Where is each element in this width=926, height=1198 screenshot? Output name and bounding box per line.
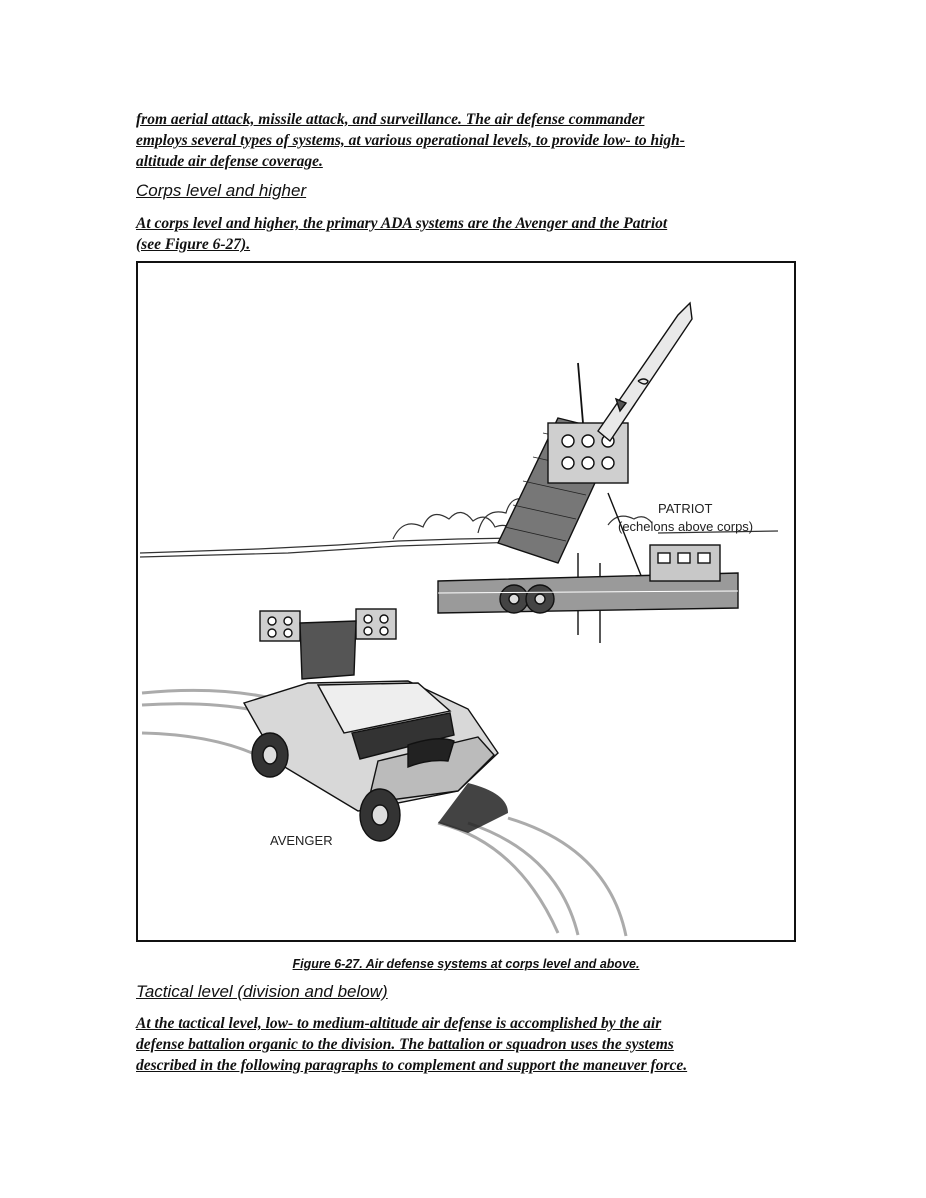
tactical-line: defense battalion organic to the division. The battalion or squadron uses the systems xyxy=(136,1036,674,1053)
corps-line: (see Figure 6-27). xyxy=(136,236,251,253)
section-heading-corps: Corps level and higher xyxy=(136,181,307,200)
figure-6-27 xyxy=(136,261,796,942)
figure-illustration xyxy=(138,263,794,940)
section-heading-tactical: Tactical level (division and below) xyxy=(136,982,388,1001)
intro-line: altitude air defense coverage. xyxy=(136,153,323,170)
figure-caption: Figure 6-27. Air defense systems at corps level and above. xyxy=(292,957,640,971)
intro-line: from aerial attack, missile attack, and surveillance. The air defense commander xyxy=(136,111,645,128)
avenger-vehicle xyxy=(244,609,508,841)
patriot-sublabel: (echelons above corps) xyxy=(618,519,754,534)
corps-line: At corps level and higher, the primary ADA systems are the Avenger and the Patriot xyxy=(136,215,668,232)
patriot-label: PATRIOT xyxy=(658,501,713,516)
intro-paragraph xyxy=(136,109,796,172)
tactical-line: described in the following paragraphs to complement and support the maneuver force. xyxy=(136,1057,688,1074)
avenger-label: AVENGER xyxy=(270,833,333,848)
tactical-paragraph xyxy=(136,1013,796,1076)
corps-paragraph xyxy=(136,213,796,255)
tactical-line: At the tactical level, low- to medium-altitude air defense is accomplished by the air xyxy=(136,1015,662,1032)
intro-line: employs several types of systems, at various operational levels, to provide low- to high- xyxy=(136,132,685,149)
patriot-launcher xyxy=(438,303,738,643)
